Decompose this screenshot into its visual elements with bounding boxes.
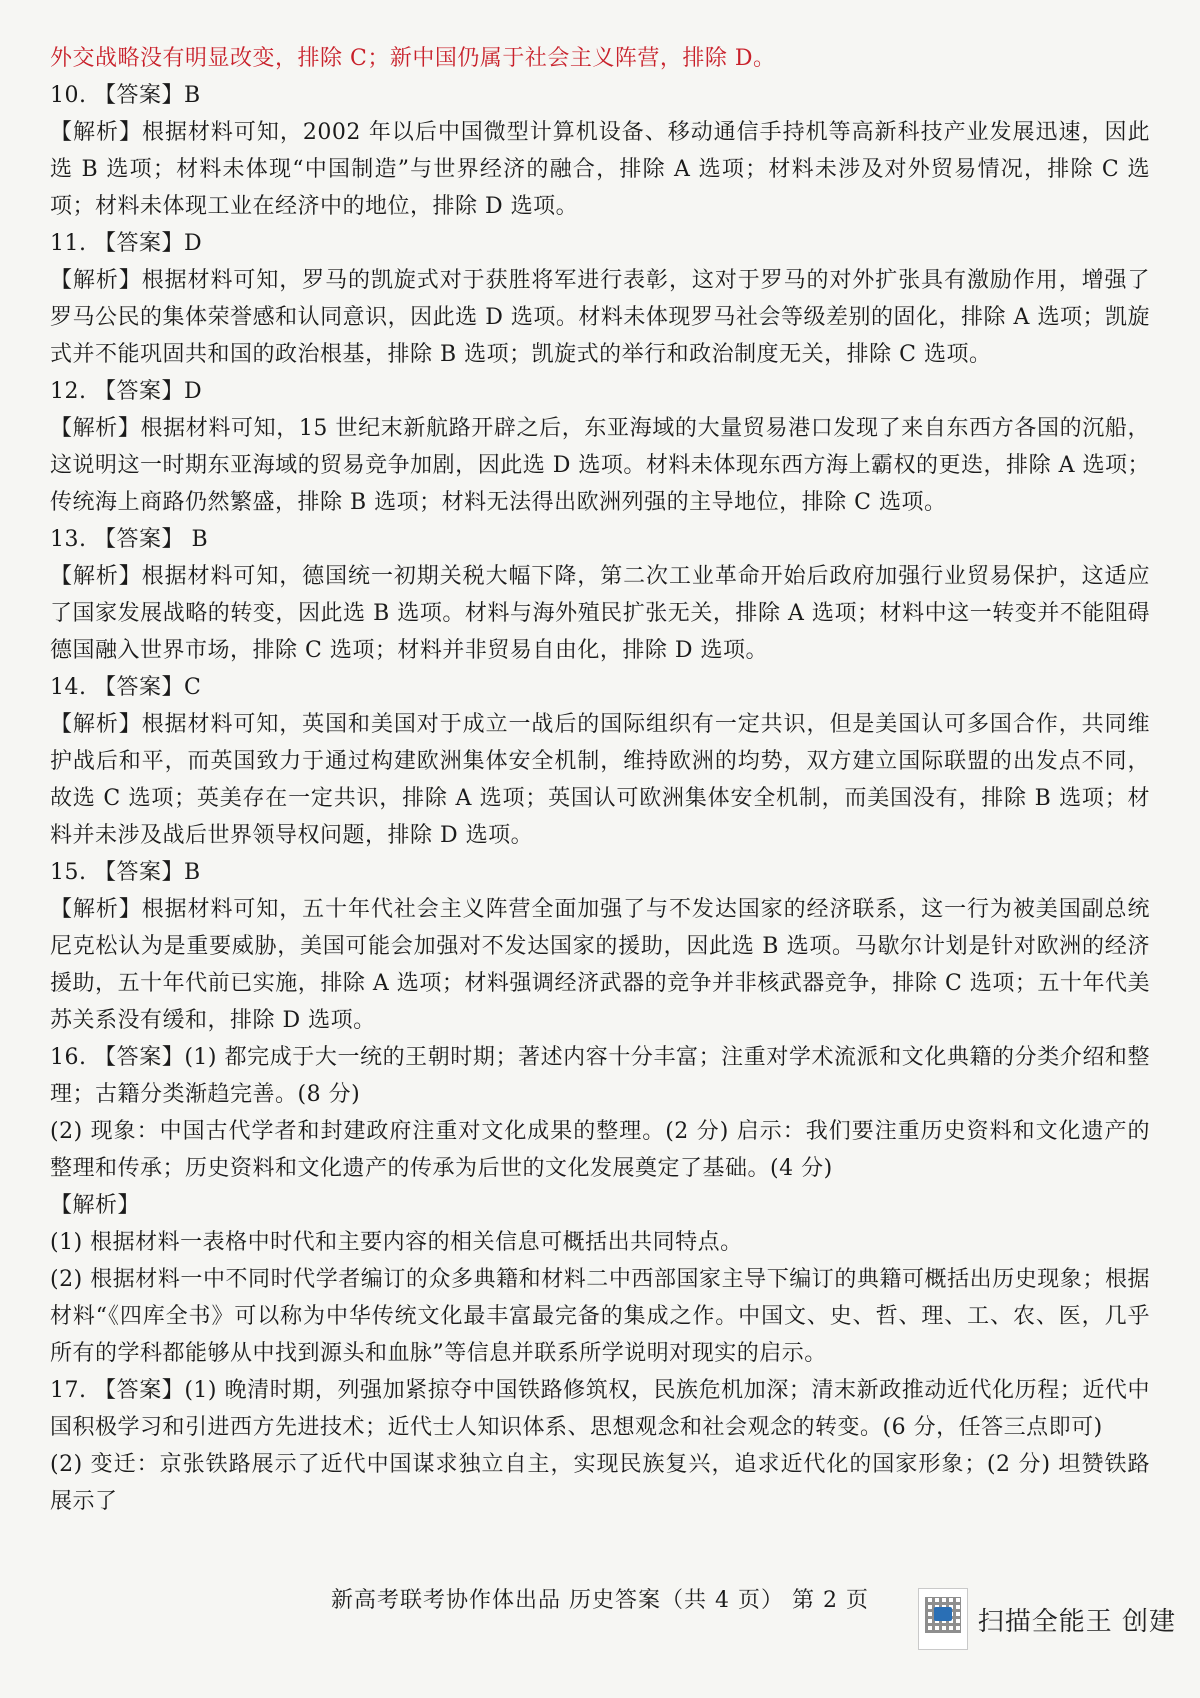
question-13-answer: 13. 【答案】 B bbox=[50, 527, 209, 552]
question-10-explanation: 【解析】根据材料可知，2002 年以后中国微型计算机设备、移动通信手持机等高新科技产业发展迅速，因此选 B 选项；材料未体现“中国制造”与世界经济的融合，排除 A 选项；材料未涉及对外贸易情况，排除 C 选项；材料未体现工业在经济中的地位，排除 D 选项。 bbox=[50, 120, 1150, 219]
question-15-answer: 15. 【答案】B bbox=[50, 860, 201, 885]
page-footer: 新高考联考协作体出品 历史答案（共 4 页） 第 2 页 bbox=[331, 1588, 869, 1613]
question-16-explanation-part1: (1) 根据材料一表格中时代和主要内容的相关信息可概括出共同特点。 bbox=[50, 1230, 743, 1255]
question-15-explanation: 【解析】根据材料可知，五十年代社会主义阵营全面加强了与不发达国家的经济联系，这一行为被美国副总统尼克松认为是重要威胁，美国可能会加强对不发达国家的援助，因此选 B 选项。马歇尔计划是针对欧洲的经济援助，五十年代前已实施，排除 A 选项；材料强调经济武器的竞争并非核武器竞争，排除 C 选项；五十年代美苏关系没有缓和，排除 D 选项。 bbox=[50, 897, 1150, 1033]
question-16-explanation-part2: (2) 根据材料一中不同时代学者编订的众多典籍和材料二中西部国家主导下编订的典籍可概括出历史现象；根据材料“《四库全书》可以称为中华传统文化最丰富最完备的集成之作。中国文、史、哲、理、工、农、医，几乎所有的学科都能够从中找到源头和血脉”等信息并联系所学说明对现实的启示。 bbox=[50, 1267, 1150, 1366]
question-16-explanation-heading: 【解析】 bbox=[50, 1193, 141, 1218]
scanner-watermark bbox=[918, 1588, 1176, 1650]
watermark-text: 扫描全能王 创建 bbox=[977, 1606, 1176, 1637]
question-11-explanation: 【解析】根据材料可知，罗马的凯旋式对于获胜将军进行表彰，这对于罗马的对外扩张具有激励作用，增强了罗马公民的集体荣誉感和认同意识，因此选 D 选项。材料未体现罗马社会等级差别的固化，排除 A 选项；凯旋式并不能巩固共和国的政治根基，排除 B 选项；凯旋式的举行和政治制度无关，排除 C 选项。 bbox=[50, 268, 1150, 367]
question-13-explanation: 【解析】根据材料可知，德国统一初期关税大幅下降，第二次工业革命开始后政府加强行业贸易保护，这适应了国家发展战略的转变，因此选 B 选项。材料与海外殖民扩张无关，排除 A 选项；材料中这一转变并不能阻碍德国融入世界市场，排除 C 选项；材料并非贸易自由化，排除 D 选项。 bbox=[50, 564, 1150, 663]
question-12-explanation: 【解析】根据材料可知，15 世纪末新航路开辟之后，东亚海域的大量贸易港口发现了来自东西方各国的沉船，这说明这一时期东亚海域的贸易竞争加剧，因此选 D 选项。材料未体现东西方海上霸权的更迭，排除 A 选项；传统海上商路仍然繁盛，排除 B 选项；材料无法得出欧洲列强的主导地位，排除 C 选项。 bbox=[50, 416, 1150, 515]
question-12-answer: 12. 【答案】D bbox=[50, 379, 203, 404]
question-17-answer-part2: (2) 变迁：京张铁路展示了近代中国谋求独立自主，实现民族复兴，追求近代化的国家形象；(2 分) 坦赞铁路展示了 bbox=[50, 1452, 1150, 1514]
question-17-answer-part1: 17. 【答案】(1) 晚清时期，列强加紧掠夺中国铁路修筑权，民族危机加深；清末新政推动近代化历程；近代中国积极学习和引进西方先进技术；近代士人知识体系、思想观念和社会观念的转变。(6 分，任答三点即可) bbox=[50, 1378, 1150, 1440]
question-11-answer: 11. 【答案】D bbox=[50, 231, 203, 256]
question-16-answer-part1: 16. 【答案】(1) 都完成于大一统的王朝时期；著述内容十分丰富；注重对学术流派和文化典籍的分类介绍和整理；古籍分类渐趋完善。(8 分) bbox=[50, 1045, 1150, 1107]
question-14-explanation: 【解析】根据材料可知，英国和美国对于成立一战后的国际组织有一定共识，但是美国认可多国合作，共同维护战后和平，而英国致力于通过构建欧洲集体安全机制，维持欧洲的均势，双方建立国际联盟的出发点不同，故选 C 选项；英美存在一定共识，排除 A 选项；英国认可欧洲集体安全机制，而美国没有，排除 B 选项；材料并未涉及战后世界领导权问题，排除 D 选项。 bbox=[50, 712, 1150, 848]
question-10-answer: 10. 【答案】B bbox=[50, 83, 201, 108]
qr-code-icon bbox=[918, 1588, 968, 1650]
answer-page bbox=[50, 40, 1150, 1520]
paragraph-line: 外交战略没有明显改变，排除 C；新中国仍属于社会主义阵营，排除 D。 bbox=[50, 46, 776, 71]
question-16-answer-part2: (2) 现象：中国古代学者和封建政府注重对文化成果的整理。(2 分) 启示：我们要注重历史资料和文化遗产的整理和传承；历史资料和文化遗产的传承为后世的文化发展奠定了基础。(4 分) bbox=[50, 1119, 1150, 1181]
question-14-answer: 14. 【答案】C bbox=[50, 675, 202, 700]
